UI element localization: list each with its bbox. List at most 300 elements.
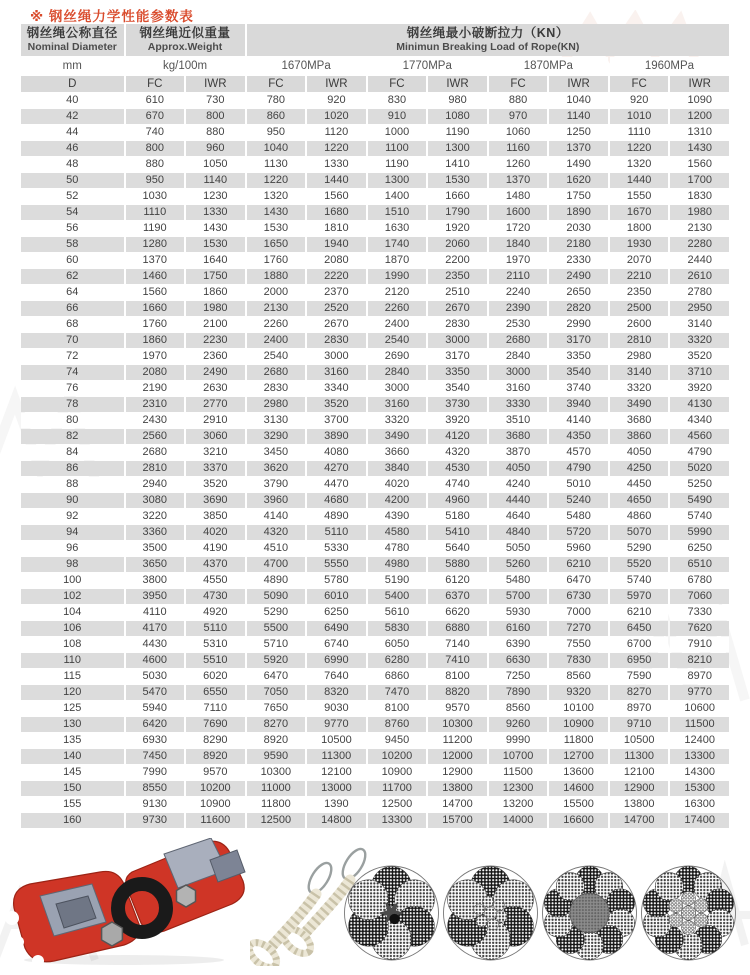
value-cell: 13600 xyxy=(549,765,608,780)
subheader-row xyxy=(21,76,729,92)
value-cell: 5400 xyxy=(368,589,427,604)
value-cell: 5480 xyxy=(549,509,608,524)
table-row xyxy=(21,525,729,540)
value-cell: 8760 xyxy=(368,717,427,732)
header-breaking-load xyxy=(247,24,729,56)
table-row xyxy=(21,653,729,668)
value-cell: 11600 xyxy=(186,813,245,828)
value-cell: 3330 xyxy=(489,397,548,412)
value-cell: 6780 xyxy=(670,573,729,588)
value-cell: 610 xyxy=(126,93,185,108)
value-cell: 4920 xyxy=(186,605,245,620)
value-cell: 1750 xyxy=(186,269,245,284)
value-cell: 4860 xyxy=(610,509,669,524)
value-cell: 7250 xyxy=(489,669,548,684)
value-cell: 3540 xyxy=(428,381,487,396)
value-cell: 5510 xyxy=(186,653,245,668)
value-cell: 4200 xyxy=(368,493,427,508)
subheader-cell: IWR xyxy=(428,76,487,92)
value-cell: 6160 xyxy=(489,621,548,636)
value-cell: 7690 xyxy=(186,717,245,732)
value-cell: 1640 xyxy=(186,253,245,268)
value-cell: 3130 xyxy=(247,413,306,428)
value-cell: 1430 xyxy=(247,205,306,220)
header-approx-weight-zh: 钢丝绳近似重量 xyxy=(139,26,231,40)
value-cell: 4890 xyxy=(247,573,306,588)
value-cell: 3000 xyxy=(368,381,427,396)
value-cell: 13300 xyxy=(670,749,729,764)
value-cell: 4370 xyxy=(186,557,245,572)
value-cell: 1080 xyxy=(428,109,487,124)
value-cell: 13800 xyxy=(428,781,487,796)
value-cell: 7650 xyxy=(247,701,306,716)
value-cell: 2670 xyxy=(307,317,366,332)
value-cell: 3920 xyxy=(670,381,729,396)
value-cell: 7060 xyxy=(670,589,729,604)
value-cell: 2680 xyxy=(126,445,185,460)
value-cell: 2510 xyxy=(428,285,487,300)
value-cell: 1310 xyxy=(670,125,729,140)
value-cell: 6630 xyxy=(489,653,548,668)
value-cell: 6860 xyxy=(368,669,427,684)
value-cell: 4570 xyxy=(549,445,608,460)
value-cell: 4960 xyxy=(428,493,487,508)
rope-cross-section-icon xyxy=(541,862,638,964)
value-cell: 3450 xyxy=(247,445,306,460)
value-cell: 1330 xyxy=(186,205,245,220)
value-cell: 11800 xyxy=(247,797,306,812)
value-cell: 1970 xyxy=(489,253,548,268)
value-cell: 800 xyxy=(126,141,185,156)
value-cell: 8210 xyxy=(670,653,729,668)
value-cell: 5050 xyxy=(489,541,548,556)
value-cell: 2350 xyxy=(428,269,487,284)
value-cell: 9710 xyxy=(610,717,669,732)
value-cell: 2200 xyxy=(428,253,487,268)
value-cell: 1840 xyxy=(489,237,548,252)
value-cell: 2490 xyxy=(186,365,245,380)
value-cell: 8550 xyxy=(126,781,185,796)
value-cell: 3320 xyxy=(610,381,669,396)
value-cell: 2670 xyxy=(428,301,487,316)
table-row xyxy=(21,109,729,124)
value-cell: 1320 xyxy=(247,189,306,204)
value-cell: 7140 xyxy=(428,637,487,652)
value-cell: 15700 xyxy=(428,813,487,828)
value-cell: 2680 xyxy=(489,333,548,348)
value-cell: 3360 xyxy=(126,525,185,540)
value-cell: 5720 xyxy=(549,525,608,540)
value-cell: 14700 xyxy=(428,797,487,812)
value-cell: 10900 xyxy=(368,765,427,780)
value-cell: 2830 xyxy=(307,333,366,348)
value-cell: 1630 xyxy=(368,221,427,236)
value-cell: 5180 xyxy=(428,509,487,524)
value-cell: 8320 xyxy=(307,685,366,700)
value-cell: 2530 xyxy=(489,317,548,332)
value-cell: 2830 xyxy=(428,317,487,332)
value-cell: 2630 xyxy=(186,381,245,396)
value-cell: 4190 xyxy=(186,541,245,556)
value-cell: 5960 xyxy=(549,541,608,556)
value-cell: 10300 xyxy=(428,717,487,732)
value-cell: 7590 xyxy=(610,669,669,684)
value-cell: 1100 xyxy=(368,141,427,156)
table-row xyxy=(21,589,729,604)
value-cell: 3140 xyxy=(610,365,669,380)
table-row xyxy=(21,429,729,444)
value-cell: 2210 xyxy=(610,269,669,284)
diameter-cell: 52 xyxy=(21,189,124,204)
value-cell: 9030 xyxy=(307,701,366,716)
value-cell: 1370 xyxy=(126,253,185,268)
table-row xyxy=(21,397,729,412)
diameter-cell: 96 xyxy=(21,541,124,556)
value-cell: 1030 xyxy=(126,189,185,204)
value-cell: 3510 xyxy=(489,413,548,428)
unit-weight: kg/100m xyxy=(126,57,245,75)
value-cell: 11500 xyxy=(489,765,548,780)
diameter-cell: 60 xyxy=(21,253,124,268)
value-cell: 16300 xyxy=(670,797,729,812)
value-cell: 1560 xyxy=(307,189,366,204)
value-cell: 12900 xyxy=(428,765,487,780)
value-cell: 7640 xyxy=(307,669,366,684)
value-cell: 4140 xyxy=(247,509,306,524)
rope-cross-section-icon xyxy=(442,862,539,964)
value-cell: 2540 xyxy=(247,349,306,364)
value-cell: 9590 xyxy=(247,749,306,764)
value-cell: 9770 xyxy=(307,717,366,732)
value-cell: 1460 xyxy=(126,269,185,284)
value-cell: 6250 xyxy=(307,605,366,620)
table-row xyxy=(21,157,729,172)
table-row xyxy=(21,733,729,748)
value-cell: 740 xyxy=(126,125,185,140)
value-cell: 9990 xyxy=(489,733,548,748)
value-cell: 7890 xyxy=(489,685,548,700)
value-cell: 3540 xyxy=(549,365,608,380)
table-row xyxy=(21,269,729,284)
table-row xyxy=(21,349,729,364)
value-cell: 970 xyxy=(489,109,548,124)
value-cell: 14000 xyxy=(489,813,548,828)
value-cell: 13000 xyxy=(307,781,366,796)
value-cell: 8970 xyxy=(610,701,669,716)
value-cell: 2390 xyxy=(489,301,548,316)
value-cell: 6250 xyxy=(670,541,729,556)
value-cell: 12000 xyxy=(428,749,487,764)
value-cell: 8920 xyxy=(247,733,306,748)
header-breaking-load-en: Minimun Breaking Load of Rope(KN) xyxy=(396,41,580,53)
page-title: ※ 钢丝绳力学性能参数表 xyxy=(30,9,194,24)
diameter-cell: 56 xyxy=(21,221,124,236)
value-cell: 5240 xyxy=(549,493,608,508)
value-cell: 5920 xyxy=(247,653,306,668)
value-cell: 9730 xyxy=(126,813,185,828)
subheader-cell: D xyxy=(21,76,124,92)
value-cell: 7450 xyxy=(126,749,185,764)
value-cell: 1870 xyxy=(368,253,427,268)
diameter-cell: 155 xyxy=(21,797,124,812)
value-cell: 17400 xyxy=(670,813,729,828)
value-cell: 2610 xyxy=(670,269,729,284)
diameter-cell: 48 xyxy=(21,157,124,172)
table-row xyxy=(21,445,729,460)
value-cell: 1880 xyxy=(247,269,306,284)
subheader-cell: FC xyxy=(126,76,185,92)
value-cell: 3000 xyxy=(428,333,487,348)
value-cell: 1190 xyxy=(126,221,185,236)
value-cell: 3650 xyxy=(126,557,185,572)
value-cell: 1190 xyxy=(368,157,427,172)
value-cell: 5500 xyxy=(247,621,306,636)
value-cell: 5780 xyxy=(307,573,366,588)
value-cell: 2520 xyxy=(307,301,366,316)
value-cell: 1140 xyxy=(186,173,245,188)
value-cell: 3160 xyxy=(368,397,427,412)
value-cell: 6280 xyxy=(368,653,427,668)
table-row xyxy=(21,813,729,828)
diameter-cell: 58 xyxy=(21,237,124,252)
subheader-cell: FC xyxy=(368,76,427,92)
value-cell: 6010 xyxy=(307,589,366,604)
value-cell: 4130 xyxy=(670,397,729,412)
table-row xyxy=(21,141,729,156)
header-breaking-load-zh: 钢丝绳最小破断拉力（KN） xyxy=(406,26,569,40)
table-row xyxy=(21,749,729,764)
value-cell: 1300 xyxy=(428,141,487,156)
value-cell: 11500 xyxy=(670,717,729,732)
value-cell: 1430 xyxy=(670,141,729,156)
value-cell: 10100 xyxy=(549,701,608,716)
value-cell: 10700 xyxy=(489,749,548,764)
value-cell: 1650 xyxy=(247,237,306,252)
diameter-cell: 80 xyxy=(21,413,124,428)
value-cell: 10900 xyxy=(186,797,245,812)
value-cell: 10500 xyxy=(610,733,669,748)
table-row xyxy=(21,781,729,796)
value-cell: 13800 xyxy=(610,797,669,812)
table-body xyxy=(21,93,729,828)
value-cell: 6210 xyxy=(610,605,669,620)
table-row xyxy=(21,797,729,812)
value-cell: 1920 xyxy=(428,221,487,236)
value-cell: 12700 xyxy=(549,749,608,764)
value-cell: 3850 xyxy=(186,509,245,524)
value-cell: 12900 xyxy=(610,781,669,796)
table-row xyxy=(21,573,729,588)
wire-rope-clamp-photo xyxy=(4,838,254,968)
value-cell: 6370 xyxy=(428,589,487,604)
value-cell: 1040 xyxy=(549,93,608,108)
value-cell: 1190 xyxy=(428,125,487,140)
value-cell: 880 xyxy=(126,157,185,172)
value-cell: 5520 xyxy=(610,557,669,572)
value-cell: 7620 xyxy=(670,621,729,636)
diameter-cell: 115 xyxy=(21,669,124,684)
value-cell: 4020 xyxy=(368,477,427,492)
value-cell: 4530 xyxy=(428,461,487,476)
table-row xyxy=(21,765,729,780)
value-cell: 3520 xyxy=(670,349,729,364)
diameter-cell: 44 xyxy=(21,125,124,140)
value-cell: 4790 xyxy=(549,461,608,476)
value-cell: 1740 xyxy=(368,237,427,252)
value-cell: 1370 xyxy=(489,173,548,188)
value-cell: 9450 xyxy=(368,733,427,748)
value-cell: 4390 xyxy=(368,509,427,524)
value-cell: 12500 xyxy=(368,797,427,812)
value-cell: 2980 xyxy=(610,349,669,364)
rope-cross-sections xyxy=(343,862,737,964)
header-nominal-diameter-en: Nominal Diameter xyxy=(27,41,117,53)
value-cell: 1810 xyxy=(307,221,366,236)
value-cell: 1220 xyxy=(307,141,366,156)
value-cell: 1560 xyxy=(670,157,729,172)
value-cell: 3940 xyxy=(549,397,608,412)
diameter-cell: 125 xyxy=(21,701,124,716)
value-cell: 1010 xyxy=(610,109,669,124)
value-cell: 2120 xyxy=(368,285,427,300)
table-row xyxy=(21,237,729,252)
value-cell: 5250 xyxy=(670,477,729,492)
value-cell: 4120 xyxy=(428,429,487,444)
value-cell: 3140 xyxy=(670,317,729,332)
value-cell: 4240 xyxy=(489,477,548,492)
value-cell: 3520 xyxy=(186,477,245,492)
value-cell: 1660 xyxy=(126,301,185,316)
value-cell: 1860 xyxy=(186,285,245,300)
diameter-cell: 40 xyxy=(21,93,124,108)
value-cell: 1120 xyxy=(307,125,366,140)
value-cell: 920 xyxy=(610,93,669,108)
table-row xyxy=(21,669,729,684)
diameter-cell: 72 xyxy=(21,349,124,364)
value-cell: 2680 xyxy=(247,365,306,380)
value-cell: 4550 xyxy=(186,573,245,588)
value-cell: 3340 xyxy=(307,381,366,396)
value-cell: 3320 xyxy=(368,413,427,428)
value-cell: 2910 xyxy=(186,413,245,428)
value-cell: 7330 xyxy=(670,605,729,620)
diameter-cell: 135 xyxy=(21,733,124,748)
value-cell: 5020 xyxy=(670,461,729,476)
table-row xyxy=(21,717,729,732)
value-cell: 800 xyxy=(186,109,245,124)
table-row xyxy=(21,701,729,716)
value-cell: 7110 xyxy=(186,701,245,716)
value-cell: 1200 xyxy=(670,109,729,124)
value-cell: 1370 xyxy=(549,141,608,156)
value-cell: 4580 xyxy=(368,525,427,540)
diameter-cell: 70 xyxy=(21,333,124,348)
value-cell: 920 xyxy=(307,93,366,108)
value-cell: 4050 xyxy=(610,445,669,460)
value-cell: 1550 xyxy=(610,189,669,204)
value-cell: 3890 xyxy=(307,429,366,444)
value-cell: 4650 xyxy=(610,493,669,508)
value-cell: 1530 xyxy=(428,173,487,188)
value-cell: 14600 xyxy=(549,781,608,796)
value-cell: 8270 xyxy=(247,717,306,732)
value-cell: 5550 xyxy=(307,557,366,572)
header-group-row xyxy=(21,24,729,56)
table-row xyxy=(21,637,729,652)
diameter-cell: 66 xyxy=(21,301,124,316)
value-cell: 3520 xyxy=(307,397,366,412)
value-cell: 2810 xyxy=(610,333,669,348)
value-cell: 5940 xyxy=(126,701,185,716)
value-cell: 5480 xyxy=(489,573,548,588)
value-cell: 6740 xyxy=(307,637,366,652)
value-cell: 2490 xyxy=(549,269,608,284)
diameter-cell: 50 xyxy=(21,173,124,188)
value-cell: 4680 xyxy=(307,493,366,508)
value-cell: 880 xyxy=(489,93,548,108)
value-cell: 6470 xyxy=(247,669,306,684)
value-cell: 6020 xyxy=(186,669,245,684)
value-cell: 8100 xyxy=(428,669,487,684)
value-cell: 2110 xyxy=(489,269,548,284)
value-cell: 4560 xyxy=(670,429,729,444)
value-cell: 9570 xyxy=(186,765,245,780)
diameter-cell: 46 xyxy=(21,141,124,156)
product-figures xyxy=(0,836,750,972)
diameter-cell: 68 xyxy=(21,317,124,332)
value-cell: 2240 xyxy=(489,285,548,300)
value-cell: 5610 xyxy=(368,605,427,620)
table-row xyxy=(21,93,729,108)
rope-cross-section-icon xyxy=(343,862,440,964)
table-row xyxy=(21,461,729,476)
value-cell: 4640 xyxy=(489,509,548,524)
value-cell: 4780 xyxy=(368,541,427,556)
value-cell: 2280 xyxy=(670,237,729,252)
diameter-cell: 62 xyxy=(21,269,124,284)
value-cell: 16600 xyxy=(549,813,608,828)
value-cell: 6450 xyxy=(610,621,669,636)
diameter-cell: 100 xyxy=(21,573,124,588)
diameter-cell: 88 xyxy=(21,477,124,492)
value-cell: 3170 xyxy=(549,333,608,348)
value-cell: 3350 xyxy=(549,349,608,364)
value-cell: 13200 xyxy=(489,797,548,812)
diameter-cell: 94 xyxy=(21,525,124,540)
value-cell: 3800 xyxy=(126,573,185,588)
value-cell: 3320 xyxy=(670,333,729,348)
value-cell: 10200 xyxy=(186,781,245,796)
value-cell: 1220 xyxy=(610,141,669,156)
unit-diameter: mm xyxy=(21,57,124,75)
value-cell: 1830 xyxy=(670,189,729,204)
value-cell: 12400 xyxy=(670,733,729,748)
value-cell: 2430 xyxy=(126,413,185,428)
grade-1960: 1960MPa xyxy=(610,57,729,75)
diameter-cell: 108 xyxy=(21,637,124,652)
value-cell: 6490 xyxy=(307,621,366,636)
value-cell: 6950 xyxy=(610,653,669,668)
value-cell: 2650 xyxy=(549,285,608,300)
value-cell: 8970 xyxy=(670,669,729,684)
value-cell: 5930 xyxy=(489,605,548,620)
value-cell: 10900 xyxy=(549,717,608,732)
diameter-cell: 76 xyxy=(21,381,124,396)
value-cell: 5490 xyxy=(670,493,729,508)
value-cell: 3500 xyxy=(126,541,185,556)
value-cell: 1490 xyxy=(549,157,608,172)
value-cell: 1140 xyxy=(549,109,608,124)
